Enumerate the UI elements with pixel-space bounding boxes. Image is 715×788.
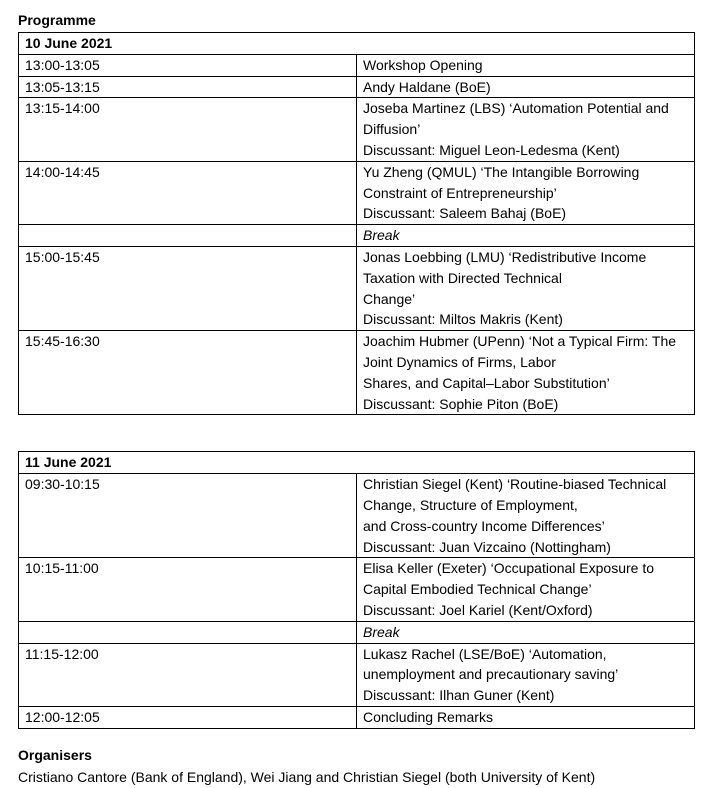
session-time: 11:15-12:00 <box>19 643 357 706</box>
session-line: Change’ <box>363 290 416 307</box>
session-description <box>357 246 695 330</box>
session-time: 09:30-10:15 <box>19 474 357 558</box>
session-description <box>357 54 695 76</box>
session-line: Discussant: Saleem Bahaj (BoE) <box>363 205 567 222</box>
session-row <box>19 331 695 415</box>
session-time: 12:00-12:05 <box>19 706 357 728</box>
table-spacer <box>18 415 698 449</box>
break-label <box>357 621 695 643</box>
session-line: and Cross-country Income Differences’ <box>363 517 605 534</box>
session-line: Discussant: Joel Kariel (Kent/Oxford) <box>363 601 593 618</box>
session-time: 14:00-14:45 <box>19 161 357 224</box>
session-row <box>19 246 695 330</box>
session-time: 10:15-11:00 <box>19 558 357 621</box>
session-description <box>357 76 695 98</box>
session-row <box>19 558 695 621</box>
session-row <box>19 76 695 98</box>
programme-heading: Programme <box>18 12 96 28</box>
organisers-section <box>18 745 698 788</box>
session-description <box>357 706 695 728</box>
session-line: Joseba Martinez (LBS) ‘Automation Potential and Diffusion’ <box>363 100 669 138</box>
session-time: 15:45-16:30 <box>19 331 357 415</box>
day1-date: 10 June 2021 <box>19 33 695 55</box>
organisers-text: Cristiano Cantore (Bank of England), Wei Jiang and Christian Siegel (both University of Kent) <box>18 768 596 785</box>
session-line: Discussant: Miltos Makris (Kent) <box>363 311 563 328</box>
session-time: 13:15-14:00 <box>19 98 357 161</box>
day1-schedule-table <box>18 32 695 415</box>
session-row <box>19 54 695 76</box>
break-row <box>19 225 695 247</box>
session-line: Break <box>363 623 400 640</box>
session-line: Break <box>363 227 400 244</box>
session-line: Discussant: Juan Vizcaino (Nottingham) <box>363 538 611 555</box>
session-description <box>357 474 695 558</box>
session-time <box>19 225 357 247</box>
session-description <box>357 161 695 224</box>
session-row <box>19 643 695 706</box>
session-row <box>19 98 695 161</box>
session-row <box>19 706 695 728</box>
session-line: Discussant: Sophie Piton (BoE) <box>363 395 559 412</box>
session-time: 15:00-15:45 <box>19 246 357 330</box>
date-row <box>19 452 695 474</box>
session-row <box>19 161 695 224</box>
day2-date: 11 June 2021 <box>19 452 695 474</box>
session-line: Andy Haldane (BoE) <box>363 78 491 95</box>
session-line: Elisa Keller (Exeter) ‘Occupational Exposure to Capital Embodied Technical Change’ <box>363 560 655 598</box>
session-line: Joachim Hubmer (UPenn) ‘Not a Typical Firm: The Joint Dynamics of Firms, Labor <box>363 333 677 370</box>
session-line: Workshop Opening <box>363 56 483 73</box>
session-row <box>19 474 695 558</box>
session-line: Yu Zheng (QMUL) ‘The Intangible Borrowing Constraint of Entrepreneurship’ <box>363 163 640 201</box>
day2-schedule-table <box>18 451 695 728</box>
session-line: Discussant: Miguel Leon-Ledesma (Kent) <box>363 141 620 158</box>
session-line: Christian Siegel (Kent) ‘Routine-biased Technical Change, Structure of Employment, <box>363 476 667 513</box>
session-time <box>19 621 357 643</box>
programme-document <box>18 10 698 788</box>
session-time: 13:00-13:05 <box>19 54 357 76</box>
break-row <box>19 621 695 643</box>
session-line: Jonas Loebbing (LMU) ‘Redistributive Income Taxation with Directed Technical <box>363 248 647 286</box>
session-line: Lukasz Rachel (LSE/BoE) ‘Automation, unemployment and precautionary saving’ <box>363 645 619 683</box>
session-line: Discussant: Ilhan Guner (Kent) <box>363 687 555 704</box>
session-description <box>357 98 695 161</box>
session-description <box>357 558 695 621</box>
date-row <box>19 33 695 55</box>
organisers-heading: Organisers <box>18 746 92 763</box>
session-line: Concluding Remarks <box>363 708 493 725</box>
session-time: 13:05-13:15 <box>19 76 357 98</box>
break-label <box>357 225 695 247</box>
session-description <box>357 331 695 415</box>
session-description <box>357 643 695 706</box>
session-line: Shares, and Capital–Labor Substitution’ <box>363 374 610 391</box>
